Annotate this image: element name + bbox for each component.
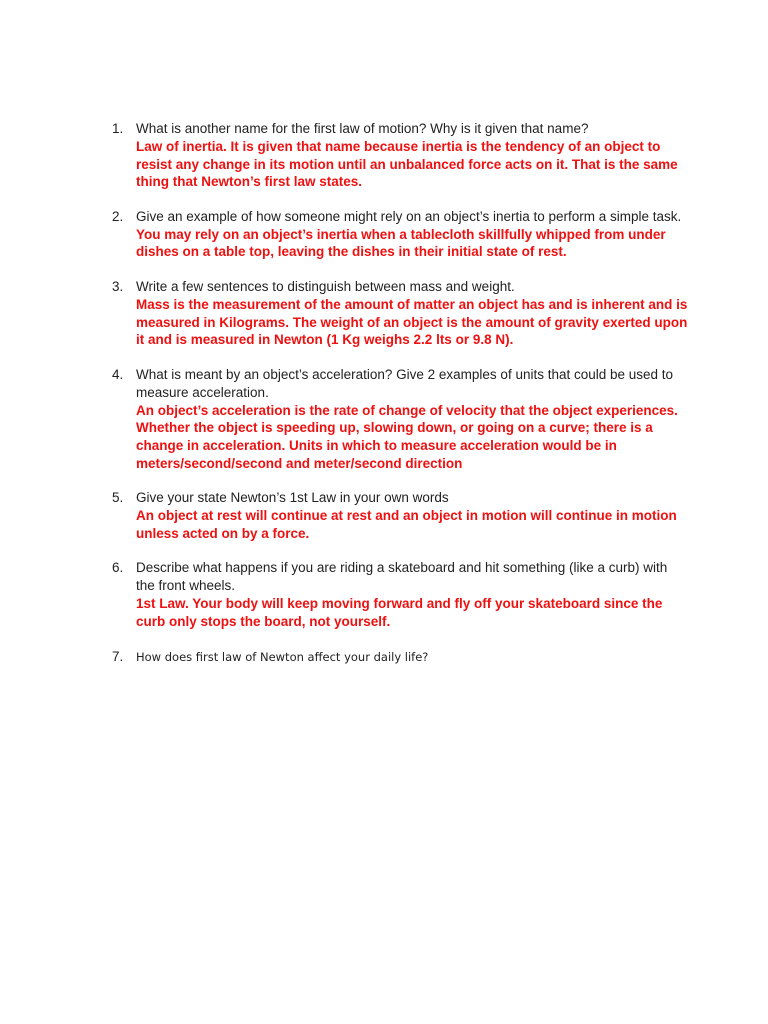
question-text: How does first law of Newton affect your daily life?: [136, 649, 429, 664]
question-text: Give your state Newton’s 1st Law in your own words: [136, 490, 449, 506]
question-item-7: [108, 648, 688, 666]
answer-text: An object at rest will continue at rest and an object in motion will continue in motion unless acted on by a force.: [136, 508, 677, 541]
answer-text: An object’s acceleration is the rate of change of velocity that the object experiences. Whether the object is speeding up, slowing down, or going on a curve; there is a change in acceleration. Units in which to measure acceleration would be in meters/second/second and meter/second direction: [136, 402, 678, 471]
question-number: 3.: [112, 278, 124, 294]
question-number: 5.: [112, 490, 124, 506]
question-text: What is another name for the first law of motion? Why is it given that name?: [136, 121, 589, 136]
question-number: 2.: [112, 208, 124, 224]
question-item-5: [108, 489, 688, 542]
answer-text: Mass is the measurement of the amount of matter an object has and is inherent and is measured in Kilograms. The weight of an object is the amount of gravity exerted upon it and is measured in Newton (1 Kg weighs 2.2 lts or 9.8 N).: [136, 296, 688, 348]
question-list: [108, 120, 688, 683]
question-item-1: [108, 120, 688, 191]
answer-text: Law of inertia. It is given that name because inertia is the tendency of an object to resist any change in its motion until an unbalanced force acts on it. That is the same thing that Newton’s first law states.: [136, 139, 678, 190]
question-item-6: [108, 559, 688, 630]
question-item-3: [108, 278, 688, 349]
question-item-2: [108, 208, 688, 261]
answer-text: You may rely on an object’s inertia when a tablecloth skillfully whipped from under dishes on a table top, leaving the dishes in their initial state of rest.: [136, 226, 666, 260]
question-text: Give an example of how someone might rely on an object’s inertia to perform a simple task.: [136, 208, 682, 224]
question-text: What is meant by an object’s acceleration? Give 2 examples of units that could be used to measure acceleration.: [136, 366, 674, 400]
question-item-4: [108, 366, 688, 472]
question-number: 6.: [112, 560, 124, 576]
question-text: Describe what happens if you are riding a skateboard and hit something (like a curb) with the front wheels.: [136, 560, 668, 594]
question-number: 7.: [112, 648, 124, 664]
question-number: 1.: [112, 121, 124, 136]
answer-text: 1st Law. Your body will keep moving forward and fly off your skateboard since the curb only stops the board, not yourself.: [136, 596, 663, 629]
question-text: Write a few sentences to distinguish between mass and weight.: [136, 278, 515, 294]
question-number: 4.: [112, 366, 124, 382]
